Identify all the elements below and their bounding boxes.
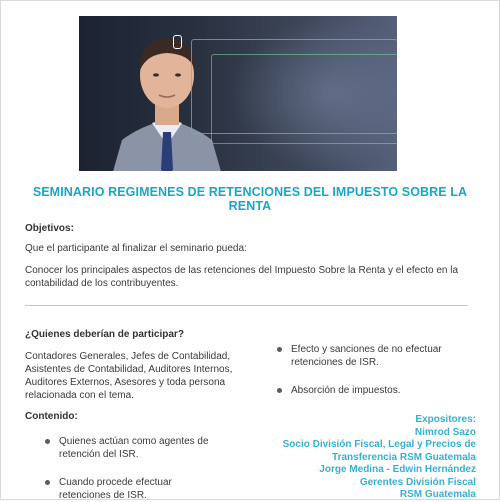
speakers-block [246,414,476,502]
list-item: Efecto y sanciones de no efectuar retenciones de ISR. [277,343,457,369]
speaker-line: RSM Guatemala [399,489,476,500]
speaker-line: Transferencia RSM Guatemala [332,451,476,463]
right-content-list [277,343,457,397]
page-title: SEMINARIO REGIMENES DE RETENCIONES DEL IMPUESTO SOBRE LA RENTA [32,185,468,213]
speaker-line: Jorge Medina - Edwin Hernández [319,464,476,475]
content-list [45,435,225,502]
list-item: Quienes actúan como agentes de retención del ISR. [45,435,225,461]
list-item: Cuando procede efectuar retenciones de ISR. [45,476,225,502]
hero-marker [173,35,182,49]
speaker-line: Socio División Fiscal, Legal y Precios de [282,439,476,450]
speakers-heading: Expositores: [415,414,476,425]
objectives-intro: Que el participante al finalizar el seminario pueda: [25,243,247,254]
objectives-heading: Objetivos: [25,223,74,234]
speaker-line: Nimrod Sazo [414,426,476,438]
list-item: Absorción de impuestos. [277,384,457,397]
objectives-text: Conocer los principales aspectos de las retenciones del Impuesto Sobre la Renta y el efecto en la contabilidad de los contribuyentes. [25,265,459,289]
hero-frame-green [211,54,397,144]
hero-image [79,16,397,171]
speaker-line: Gerentes División Fiscal [359,476,476,488]
participants-text: Contadores Generales, Jefes de Contabilidad, Asistentes de Contabilidad, Auditores Internos, Auditores Externos, Asesores y toda persona relacionada con el tema. [25,351,233,401]
content-heading: Contenido: [25,411,78,422]
participants-heading: ¿Quienes deberían de participar? [25,329,184,340]
section-divider [25,305,468,306]
